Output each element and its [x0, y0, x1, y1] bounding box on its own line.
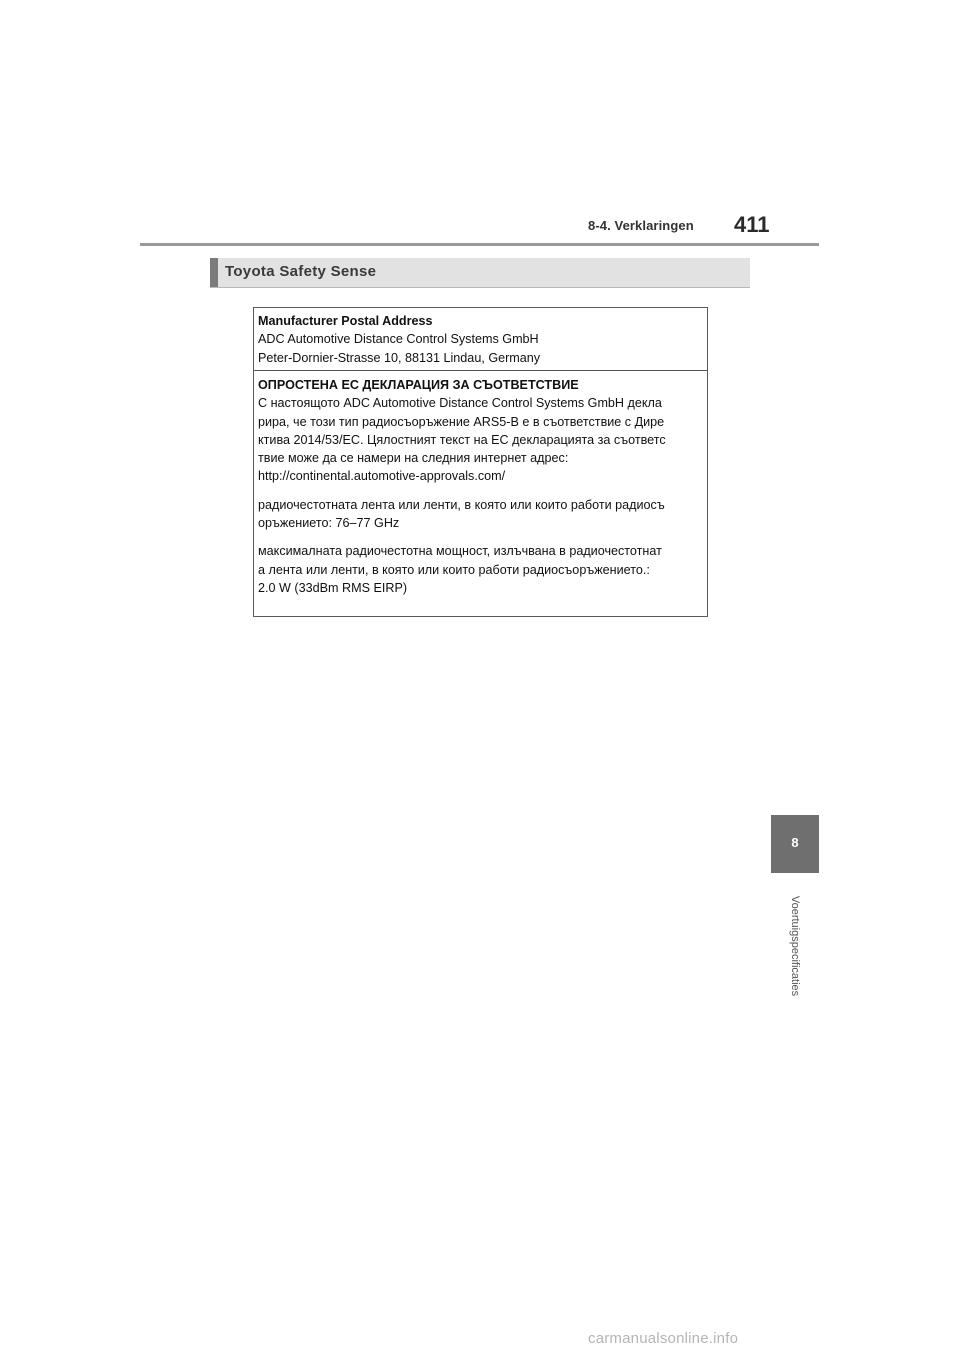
page-number: 411: [734, 212, 770, 237]
chapter-label: Voertuigspecificaties: [789, 895, 801, 997]
max-power-line: максималната радиочестотна мощност, излъчвана в радиочестотнат: [258, 544, 662, 559]
manufacturer-address-block: [258, 312, 705, 367]
declaration-text-line: С настоящото ADC Automotive Distance Control Systems GmbH декла: [258, 396, 662, 411]
manufacturer-street-line: Peter-Dornier-Strasse 10, 88131 Lindau, Germany: [258, 350, 541, 365]
declaration-title: ОПРОСТЕНА ЕС ДЕКЛАРАЦИЯ ЗА СЪОТВЕТСТВИЕ: [258, 378, 579, 392]
watermark-text: carmanualsonline.info: [588, 1330, 739, 1347]
manufacturer-address-title: Manufacturer Postal Address: [258, 314, 433, 328]
header-divider: [140, 243, 819, 246]
declaration-block: [258, 376, 705, 597]
paragraph-gap: [258, 486, 705, 496]
section-heading-accent: [210, 258, 218, 287]
paragraph-gap: [258, 532, 705, 542]
section-heading-title: Toyota Safety Sense: [225, 263, 377, 280]
chapter-number: 8: [791, 835, 799, 850]
section-heading-bar: [210, 258, 750, 288]
max-power-line: а лента или ленти, в която или които работи радиосъоръжението.:: [258, 562, 650, 577]
declaration-scan: [253, 307, 708, 617]
declaration-text-line: рира, че този тип радиосъоръжение ARS5-B е в съответствие с Дире: [258, 414, 665, 429]
max-power-line: 2.0 W (33dBm RMS EIRP): [258, 580, 408, 595]
scan-block-divider: [254, 370, 707, 371]
declaration-text-line: твие може да се намери на следния интернет адрес:: [258, 451, 569, 466]
chapter-tab: [771, 815, 819, 873]
frequency-band-line: оръжението: 76–77 GHz: [258, 516, 400, 531]
declaration-text-line: ктива 2014/53/ЕС. Цялостният текст на ЕС декларацията за съответс: [258, 432, 666, 447]
declaration-url: http://continental.automotive-approvals.com/: [258, 469, 506, 484]
header-section-title: 8-4. Verklaringen: [588, 218, 694, 233]
frequency-band-line: радиочестотната лента или ленти, в която или които работи радиосъ: [258, 497, 665, 512]
manufacturer-name-line: ADC Automotive Distance Control Systems GmbH: [258, 332, 539, 347]
